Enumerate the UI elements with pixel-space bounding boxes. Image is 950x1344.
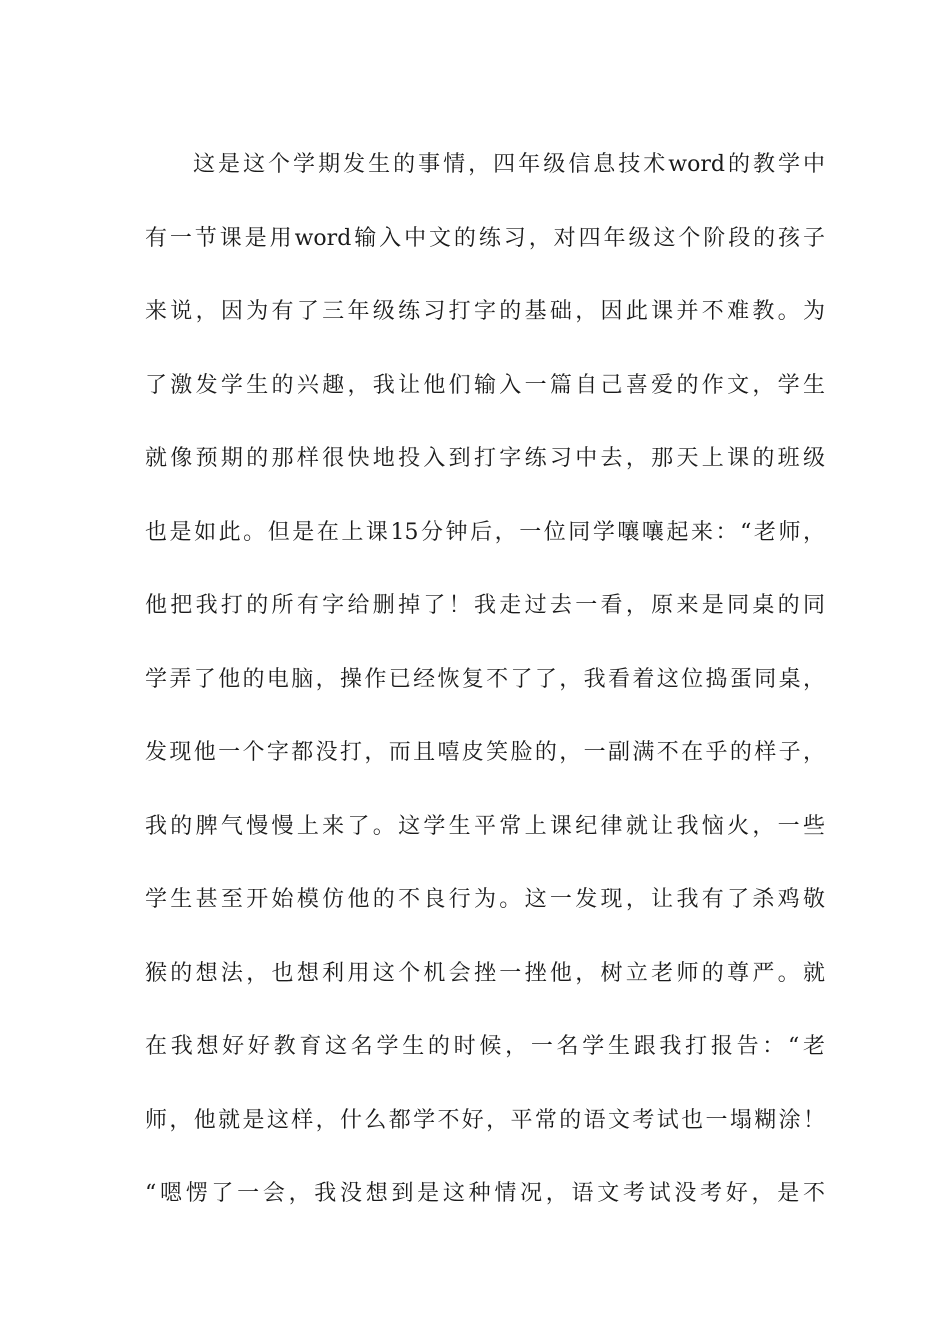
text-line: 学弄了他的电脑，操作已经恢复不了了，我看着这位捣蛋同桌， (145, 666, 825, 692)
text-line: 有一节课是用word输入中文的练习，对四年级这个阶段的孩子 (145, 225, 825, 251)
text-line: 了激发学生的兴趣，我让他们输入一篇自己喜爱的作文，学生 (145, 372, 825, 398)
text-line: 我的脾气慢慢上来了。这学生平常上课纪律就让我恼火，一些 (145, 813, 825, 839)
text-line: 他把我打的所有字给删掉了！我走过去一看，原来是同桌的同 (145, 593, 825, 618)
document-body-paragraph (145, 128, 825, 1231)
text-line: “嗯愣了一会，我没想到是这种情况，语文考试没考好，是不 (145, 1181, 825, 1206)
text-line: 学生甚至开始模仿他的不良行为。这一发现，让我有了杀鸡敬 (145, 887, 825, 912)
text-line: 就像预期的那样很快地投入到打字练习中去，那天上课的班级 (145, 446, 825, 471)
text-line: 来说，因为有了三年级练习打字的基础，因此课并不难教。为 (145, 299, 825, 324)
text-line: 也是如此。但是在上课15分钟后，一位同学嚷嚷起来：“老师， (145, 519, 825, 545)
text-line: 这是这个学期发生的事情，四年级信息技术word的教学中 (193, 152, 825, 177)
text-line: 在我想好好教育这名学生的时候，一名学生跟我打报告：“老 (145, 1034, 825, 1059)
text-line: 师，他就是这样，什么都学不好，平常的语文考试也一塌糊涂！ (145, 1107, 825, 1133)
text-line: 发现他一个字都没打，而且嘻皮笑脸的，一副满不在乎的样子， (145, 740, 825, 765)
text-line: 猴的想法，也想利用这个机会挫一挫他，树立老师的尊严。就 (145, 960, 825, 986)
